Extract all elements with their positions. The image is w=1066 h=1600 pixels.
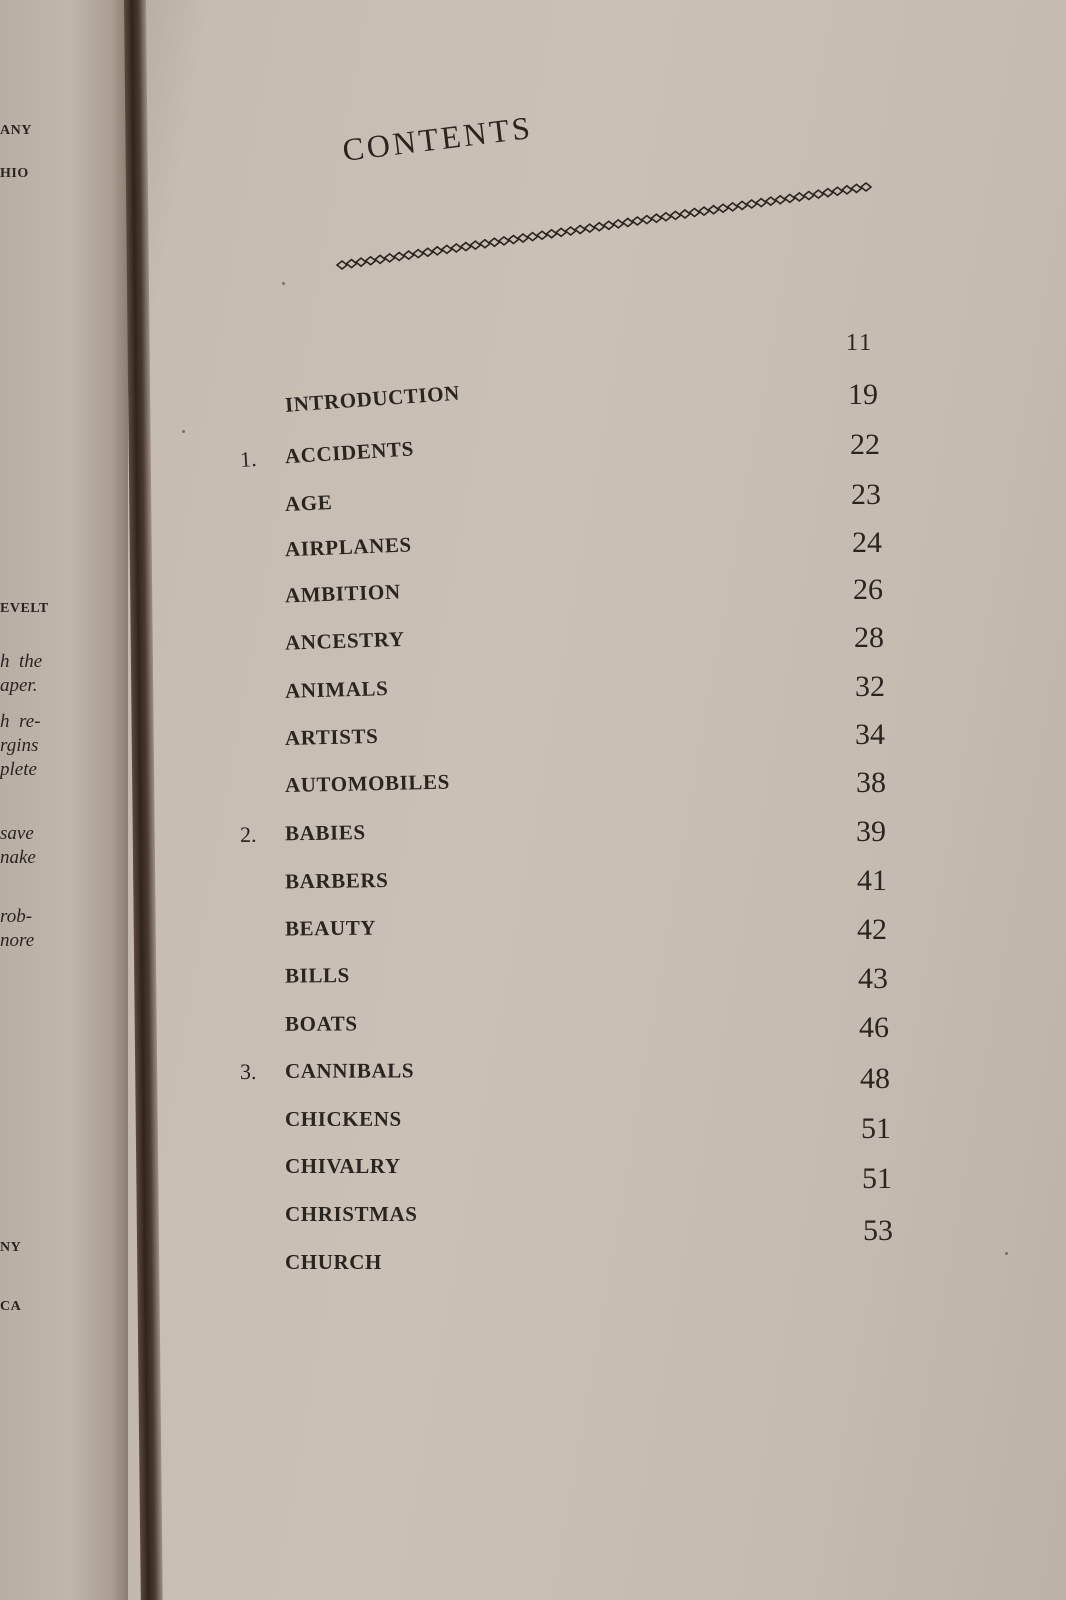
entry-title: BEAUTY — [284, 915, 377, 941]
toc-entry — [240, 756, 920, 800]
toc-entry — [239, 509, 920, 565]
page-number: 46 — [859, 1011, 889, 1044]
chapter-number: 2. — [239, 821, 257, 847]
page-number: 51 — [862, 1162, 892, 1195]
toc-entry — [240, 708, 921, 753]
left-page-text-fragment: NY — [0, 1240, 22, 1255]
page-number: 38 — [856, 766, 886, 799]
entry-title: AIRPLANES — [284, 532, 413, 562]
page-number: 39 — [856, 815, 886, 848]
toc-entry — [240, 1004, 920, 1038]
entry-title: ACCIDENTS — [284, 436, 415, 469]
entry-title: CHIVALRY — [285, 1154, 401, 1178]
left-page-text-fragment: h re- rgins plete — [0, 711, 41, 780]
left-page-text-fragment: rob- nore — [0, 906, 35, 951]
entry-title: BARBERS — [284, 867, 389, 894]
entry-title: CHURCH — [285, 1250, 382, 1274]
entry-title: INTRODUCTION — [284, 380, 461, 417]
left-page-text-fragment: CA — [0, 1299, 22, 1314]
page-number: 19 — [848, 378, 878, 411]
page-number: 42 — [857, 913, 887, 946]
entry-title: AUTOMOBILES — [284, 769, 451, 798]
toc-entry — [239, 460, 920, 520]
toc-entry — [240, 857, 920, 896]
left-page-text-fragment: EVELT — [0, 601, 49, 616]
toc-entry — [240, 1150, 920, 1180]
entry-title: ARTISTS — [284, 723, 379, 750]
left-page-text-fragment: save nake — [0, 823, 36, 868]
entry-title: AMBITION — [284, 579, 402, 608]
entry-title: CHICKENS — [284, 1106, 402, 1131]
toc-entry — [240, 1198, 920, 1228]
toc-entry — [240, 954, 920, 990]
page-number: 34 — [855, 718, 885, 751]
toc-entry — [239, 557, 920, 611]
page-number: 43 — [858, 962, 888, 995]
page-number: 28 — [854, 621, 884, 654]
page-number: 23 — [851, 478, 881, 511]
page-number: 26 — [853, 573, 883, 606]
toc-entry — [240, 1246, 920, 1276]
entry-title: ANIMALS — [284, 676, 389, 703]
entry-title: BILLS — [284, 963, 350, 988]
page-number: 48 — [860, 1062, 890, 1095]
page-number: 32 — [855, 670, 885, 703]
page-number: 41 — [857, 864, 887, 897]
entry-title: CANNIBALS — [284, 1058, 415, 1083]
toc-entry — [240, 658, 921, 706]
toc-entry — [240, 1102, 920, 1133]
contents-heading: CONTENTS — [340, 108, 535, 169]
page-number: 24 — [852, 526, 882, 559]
toc-entry — [240, 607, 921, 658]
page-number: 53 — [863, 1214, 893, 1247]
left-page-text-fragment: HIO — [0, 166, 29, 181]
page-number: 51 — [861, 1112, 891, 1145]
entry-title: AGE — [284, 489, 333, 517]
page-number: 11 — [846, 330, 874, 356]
chapter-number: 3. — [239, 1058, 257, 1084]
entry-title: BOATS — [284, 1011, 358, 1036]
chapter-number: 1. — [239, 446, 258, 472]
toc-entry — [240, 1053, 920, 1085]
entry-title: CHRISTMAS — [285, 1202, 418, 1226]
toc-entry — [240, 807, 920, 848]
left-page-text-fragment: h the aper. — [0, 651, 43, 696]
toc-entry — [240, 906, 920, 943]
left-page-text-fragment: ANY — [0, 123, 32, 138]
page-number: 22 — [850, 428, 880, 461]
entry-title: ANCESTRY — [284, 626, 405, 655]
entry-title: BABIES — [284, 820, 366, 846]
